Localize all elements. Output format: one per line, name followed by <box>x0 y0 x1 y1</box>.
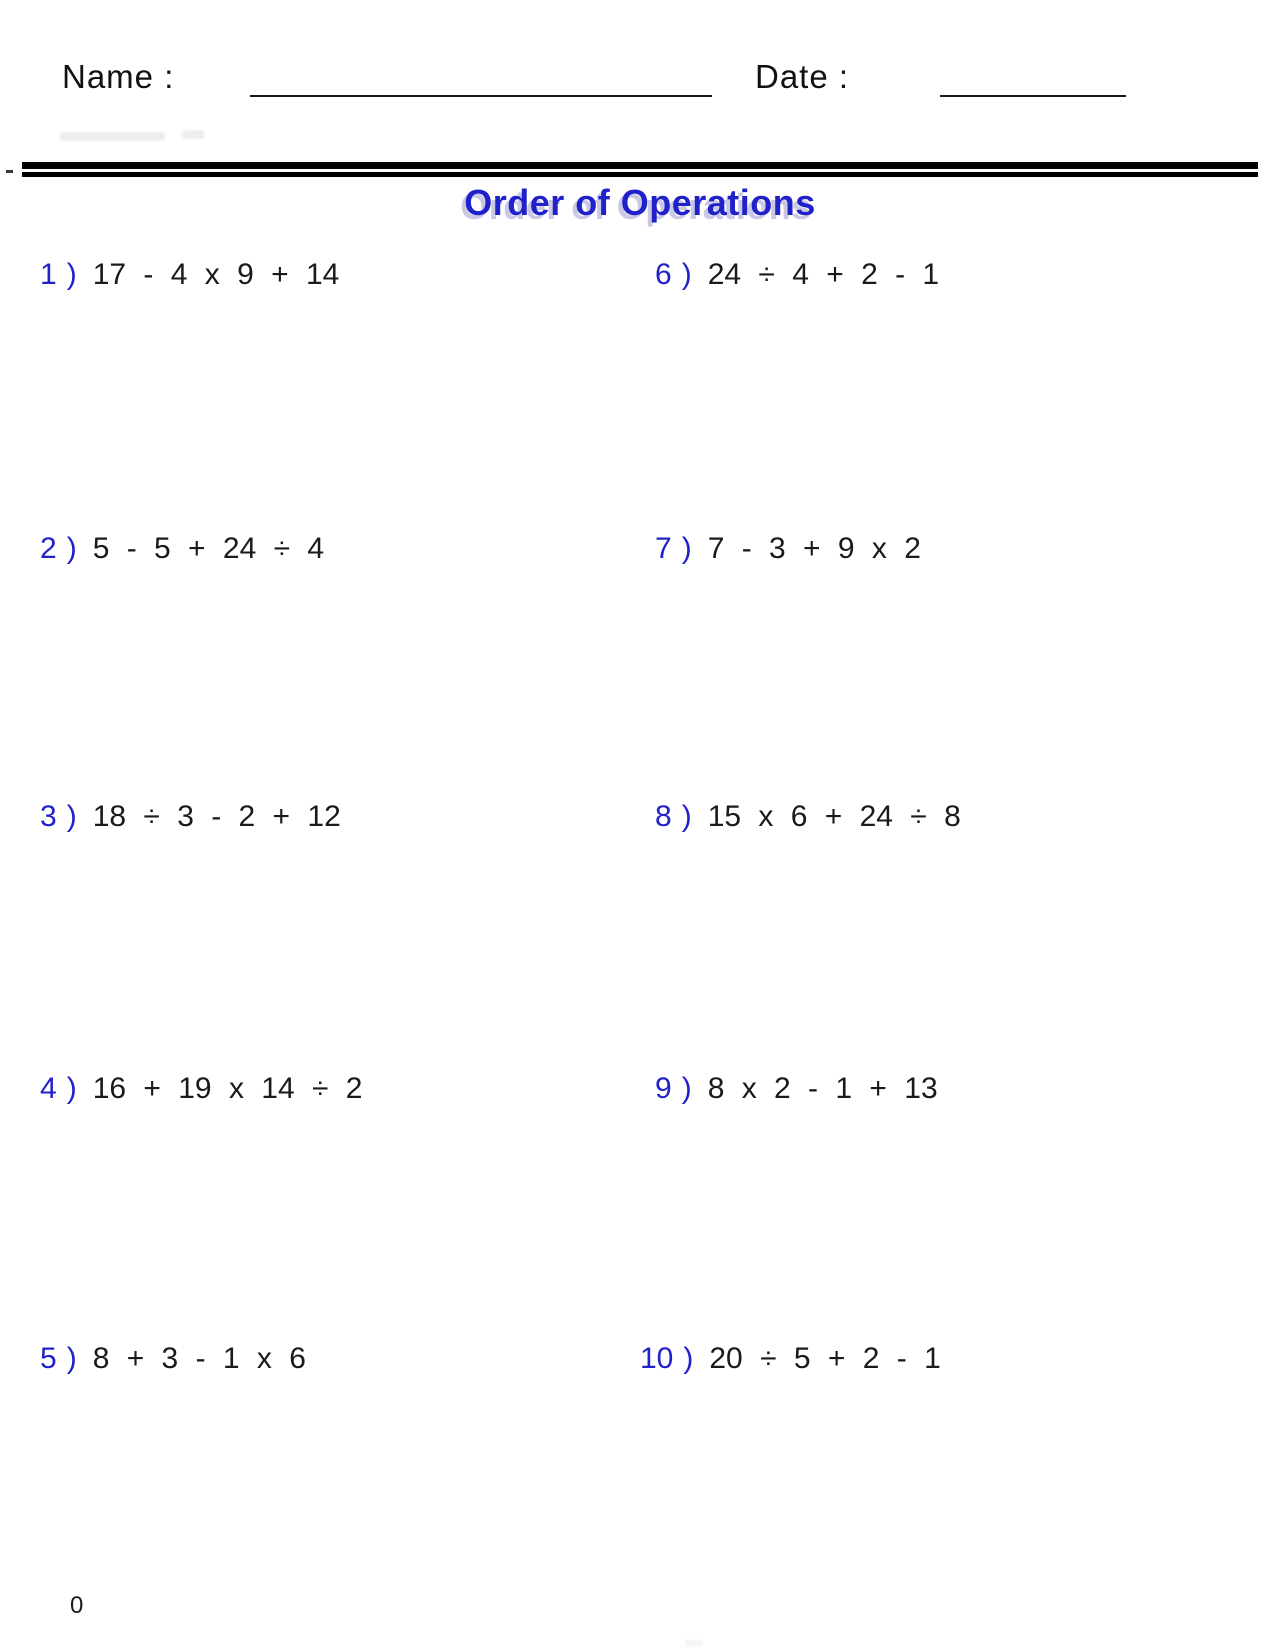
problem-2 <box>40 532 324 566</box>
problem-paren: ) <box>683 1342 694 1375</box>
scan-artifact <box>685 1640 703 1646</box>
problem-expression: 20 ÷ 5 + 2 - 1 <box>709 1342 941 1375</box>
problem-expression: 17 - 4 x 9 + 14 <box>92 258 340 291</box>
problem-expression: 8 + 3 - 1 x 6 <box>92 1342 306 1375</box>
problem-4 <box>40 1072 362 1106</box>
problem-number: 2 <box>40 532 57 565</box>
name-field-line[interactable] <box>250 95 712 97</box>
scan-artifact <box>182 130 204 139</box>
left-edge-dash-artifact <box>6 170 13 173</box>
worksheet-title: Order of Operations <box>464 182 816 223</box>
scan-artifact <box>60 132 165 141</box>
problem-6 <box>655 258 939 292</box>
problem-number: 1 <box>40 258 57 291</box>
date-field-line[interactable] <box>940 95 1126 97</box>
problem-expression: 24 ÷ 4 + 2 - 1 <box>707 258 940 291</box>
problem-paren: ) <box>66 1072 77 1105</box>
problem-paren: ) <box>681 532 692 565</box>
problem-paren: ) <box>681 1072 692 1105</box>
header-divider-rule <box>22 162 1258 177</box>
problem-expression: 8 x 2 - 1 + 13 <box>707 1072 938 1105</box>
problem-5 <box>40 1342 306 1376</box>
page-number: 0 <box>70 1592 84 1619</box>
problem-paren: ) <box>66 800 77 833</box>
problem-paren: ) <box>66 258 77 291</box>
problem-1 <box>40 258 339 292</box>
problem-number: 3 <box>40 800 57 833</box>
date-label: Date : <box>755 58 850 95</box>
problem-number: 4 <box>40 1072 57 1105</box>
problem-expression: 16 + 19 x 14 ÷ 2 <box>92 1072 363 1105</box>
problem-number: 10 <box>640 1342 674 1375</box>
problem-7 <box>655 532 921 566</box>
problem-10 <box>640 1342 941 1376</box>
problem-number: 7 <box>655 532 672 565</box>
problem-number: 8 <box>655 800 672 833</box>
problem-8 <box>655 800 961 834</box>
problem-expression: 18 ÷ 3 - 2 + 12 <box>92 800 341 833</box>
problem-number: 5 <box>40 1342 57 1375</box>
problem-paren: ) <box>66 1342 77 1375</box>
problem-paren: ) <box>66 532 77 565</box>
problem-number: 9 <box>655 1072 672 1105</box>
problem-expression: 7 - 3 + 9 x 2 <box>707 532 921 565</box>
problem-3 <box>40 800 341 834</box>
problem-paren: ) <box>681 258 692 291</box>
problem-number: 6 <box>655 258 672 291</box>
problem-expression: 15 x 6 + 24 ÷ 8 <box>707 800 961 833</box>
problem-9 <box>655 1072 938 1106</box>
problem-paren: ) <box>681 800 692 833</box>
problem-expression: 5 - 5 + 24 ÷ 4 <box>92 532 325 565</box>
name-label: Name : <box>62 58 175 95</box>
